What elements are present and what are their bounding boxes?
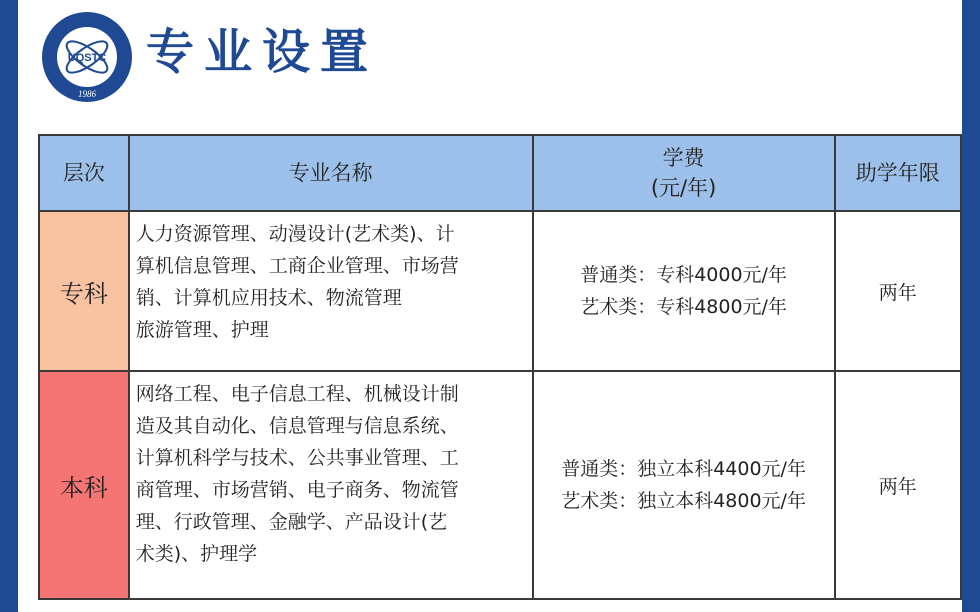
major-line: 计算机科学与技术、公共事业管理、工	[135, 447, 459, 469]
header-fee-line1: 学费	[662, 146, 705, 170]
major-line: 网络工程、电子信息工程、机械设计制	[135, 383, 459, 405]
major-line: 旅游管理、护理	[135, 319, 269, 341]
fee-line: 艺术类：专科4800元/年	[580, 296, 787, 318]
fee-line: 普通类：专科4000元/年	[580, 264, 787, 286]
level-cell: 专科	[39, 211, 129, 371]
fee-line: 普通类：独立本科4400元/年	[561, 458, 806, 480]
major-line: 造及其自动化、信息管理与信息系统、	[135, 415, 459, 437]
logo-abbr: UQSTC	[67, 52, 107, 64]
header-fee	[533, 135, 835, 211]
header-fee-line2: (元/年)	[650, 176, 717, 200]
content-panel	[18, 0, 962, 612]
level-cell: 本科	[39, 371, 129, 599]
major-line: 理、行政管理、金融学、产品设计(艺	[135, 511, 448, 533]
header-aid-years: 助学年限	[835, 135, 961, 211]
fee-cell	[533, 211, 835, 371]
major-line: 销、计算机应用技术、物流管理	[135, 287, 402, 309]
majors-cell	[129, 211, 533, 371]
majors-table	[38, 134, 962, 600]
header-major-name: 专业名称	[129, 135, 533, 211]
major-line: 商管理、市场营销、电子商务、物流管	[135, 479, 459, 501]
major-line: 术类)、护理学	[135, 543, 258, 565]
table-row-benke	[39, 371, 961, 599]
university-seal-icon	[40, 10, 134, 104]
header-level: 层次	[39, 135, 129, 211]
fee-cell	[533, 371, 835, 599]
major-line: 人力资源管理、动漫设计(艺术类)、计	[135, 223, 455, 245]
table-header-row	[39, 135, 961, 211]
logo-year: 1986	[78, 89, 96, 99]
fee-line: 艺术类：独立本科4800元/年	[561, 490, 806, 512]
page-title: 专业设置	[146, 24, 379, 80]
years-cell: 两年	[835, 211, 961, 371]
major-line: 算机信息管理、工商企业管理、市场营	[135, 255, 459, 277]
table-row-zhuanke	[39, 211, 961, 371]
majors-cell	[129, 371, 533, 599]
years-cell: 两年	[835, 371, 961, 599]
